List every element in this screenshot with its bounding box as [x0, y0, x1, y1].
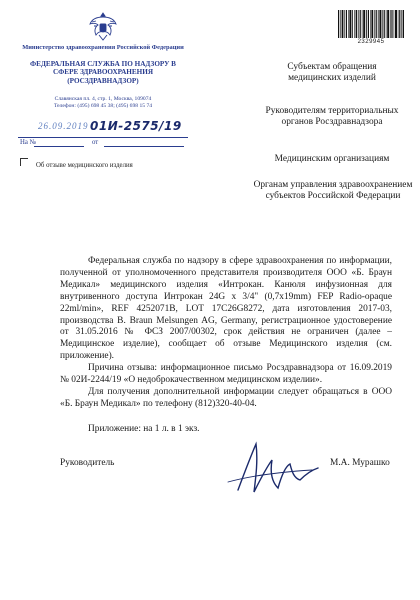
- phone-line: Телефон: (495) 698 45 38; (495) 698 15 74: [53, 103, 153, 109]
- reference-number-label: На №: [20, 139, 37, 146]
- letter-subject: Об отзыве медицинского изделия: [36, 162, 133, 169]
- barcode-number: 2329945: [357, 39, 385, 45]
- date-stamp: 26.09.2019: [38, 121, 89, 131]
- address-line: Славянская пл. 4, стр. 1, Москва, 109074: [54, 96, 152, 102]
- signer-name: М.А. Мурашко: [330, 458, 390, 468]
- body-paragraph-contact: Для получения дополнительной информации следует обращаться в ООО «Б. Браун Медикал» по телефону (812)320-40-04.: [60, 386, 392, 409]
- letter-body: [60, 256, 392, 411]
- addressee-medical-organizations: Медицинским организациям: [274, 154, 390, 164]
- subject-corner-mark: [20, 158, 28, 166]
- ministry-name: Министерство здравоохранения Российской Федерации: [22, 44, 184, 51]
- body-paragraph-reason: Причина отзыва: информационное письмо Росздравнадзора от 16.09.2019 № 02И-2244/19 «О недоброкачественном медицинском изделии».: [60, 363, 392, 386]
- handwritten-signature-icon: [220, 430, 340, 505]
- signer-role: Руководитель: [60, 458, 115, 468]
- reference-date-line: [104, 146, 184, 147]
- addressee-health-authorities: Органам управления здравоохранением субъектов Российской Федерации: [253, 180, 413, 201]
- agency-name: ФЕДЕРАЛЬНАЯ СЛУЖБА ПО НАДЗОРУ В СФЕРЕ ЗДРАВООХРАНЕНИЯ (РОСЗДРАВНАДЗОР): [30, 60, 176, 85]
- reference-number-line: [34, 146, 84, 147]
- attachment-note: Приложение: на 1 л. в 1 экз.: [88, 424, 200, 434]
- coat-of-arms-emblem-icon: [88, 10, 118, 42]
- addressee-subjects: Субъектам обращения медицинских изделий: [287, 62, 377, 83]
- body-paragraph-main: Федеральная служба по надзору в сфере здравоохранения по информации, полученной от уполномоченного представителя производителя ООО «Б. Браун Медикал» медицинского изделия «Интрокан. Канюля инфузионная для внутривенного доступа Интрокан 24G x 3/4" (0,7x19mm) FEP Radio-opaque 22ml/min», REF 4252071B, LOT 17C26G8272, дата изготовления 2017-03, производства B. Braun Melsungen AG, Germany, регистрационное удостоверение от 31.05.2016 № ФСЗ 2007/00302, срок действия не ограничен (далее – Медицинское изделие), сообщает об отзыве Медицинского изделия (см. приложение).: [60, 256, 392, 362]
- agency-address: [18, 96, 188, 110]
- outgoing-number: 01И-2575/19: [90, 119, 182, 133]
- addressee-territorial-bodies: Руководителям территориальных органов Росздравнадзора: [265, 106, 399, 127]
- barcode-icon: [338, 10, 404, 38]
- reference-date-label: от: [92, 139, 99, 146]
